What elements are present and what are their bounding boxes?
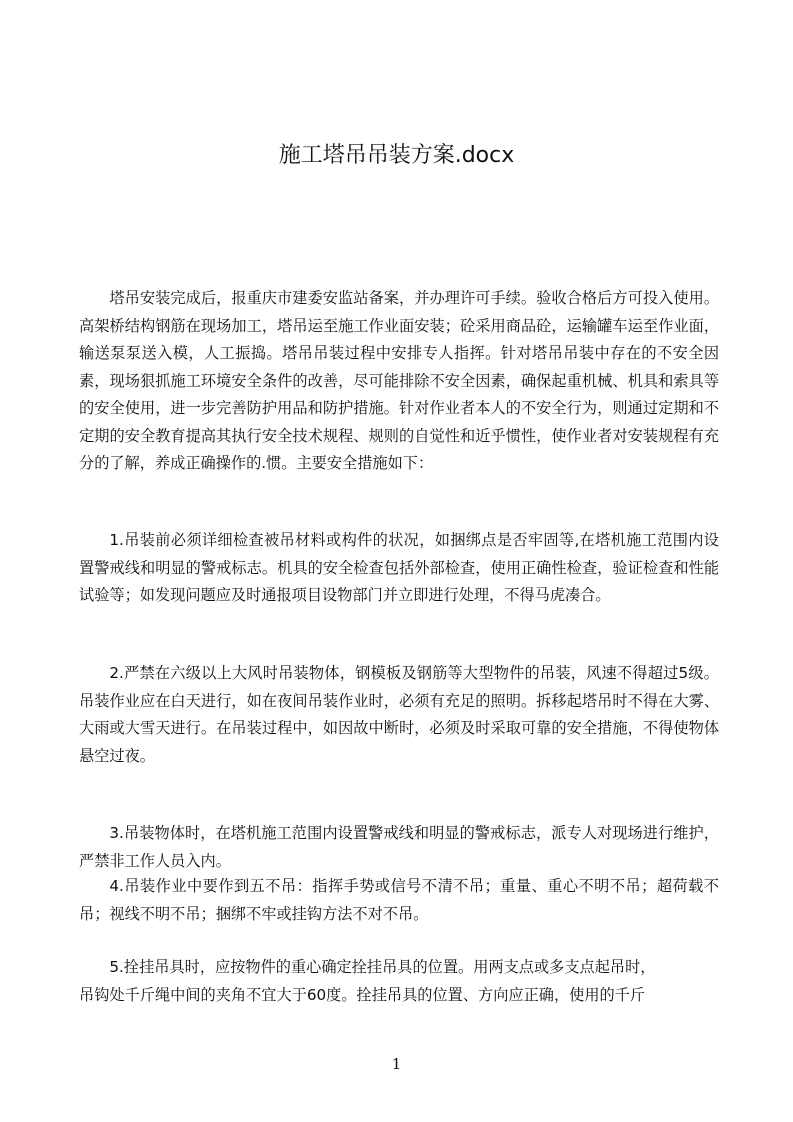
paragraph-item-1: 1.吊装前必须详细检查被吊材料或构件的状况，如捆绑点是否牢固等,在塔机施工范围内设置警戒线和明显的警戒标志。机具的安全检查包括外部检查，使用正确性检查，验证检查和性能试验等；如发现问题应及时通报项目设物部门并立即进行处理，不得马虎凑合。	[79, 531, 719, 604]
paragraph-item-2: 2.严禁在六级以上大风时吊装物体，钢模板及钢筋等大型物件的吊装，风速不得超过5级。吊装作业应在白天进行，如在夜间吊装作业时，必须有充足的照明。拆移起塔吊时不得在大雾、大雨或大雪天进行。在吊装过程中，如因故中断时，必须及时采取可靠的安全措施，不得使物体悬空过夜。	[79, 664, 719, 765]
paragraph-item-3: 3.吊装物体时，在塔机施工范围内设置警戒线和明显的警戒标志，派专人对现场进行维护，严禁非工作人员入内。	[79, 824, 719, 870]
paragraph-item-5-line-2: 吊钩处千斤绳中间的夹角不宜大于60度。拴挂吊具的位置、方向应正确，使用的千斤	[79, 985, 646, 1004]
paragraph-item-4: 4.吊装作业中要作到五不吊：指挥手势或信号不清不吊；重量、重心不明不吊；超荷载不吊；视线不明不吊；捆绑不牢或挂钩方法不对不吊。	[79, 877, 719, 923]
document-title: 施工塔吊吊装方案.docx	[278, 143, 515, 168]
paragraph-intro: 塔吊安装完成后，报重庆市建委安监站备案，并办理许可手续。验收合格后方可投入使用。高架桥结构钢筋在现场加工，塔吊运至施工作业面安装；砼采用商品砼，运输罐车运至作业面，输送泵泵送入模，人工振捣。塔吊吊装过程中安排专人指挥。针对塔吊吊装中存在的不安全因素，现场狠抓施工环境安全条件的改善，尽可能排除不安全因素，确保起重机械、机具和索具等的安全使用，进一步完善防护用品和防护措施。针对作业者本人的不安全行为，则通过定期和不定期的安全教育提高其执行安全技术规程、规则的自觉性和近乎惯性，使作业者对安装规程有充分的了解，养成正确操作的.惯。主要安全措施如下：	[79, 289, 719, 472]
paragraph-item-5	[79, 954, 719, 1009]
paragraph-item-5-line-1: 5.拴挂吊具时，应按物件的重心确定拴挂吊具的位置。用两支点或多支点起吊时，	[109, 958, 656, 976]
page-number: 1	[391, 1055, 402, 1073]
